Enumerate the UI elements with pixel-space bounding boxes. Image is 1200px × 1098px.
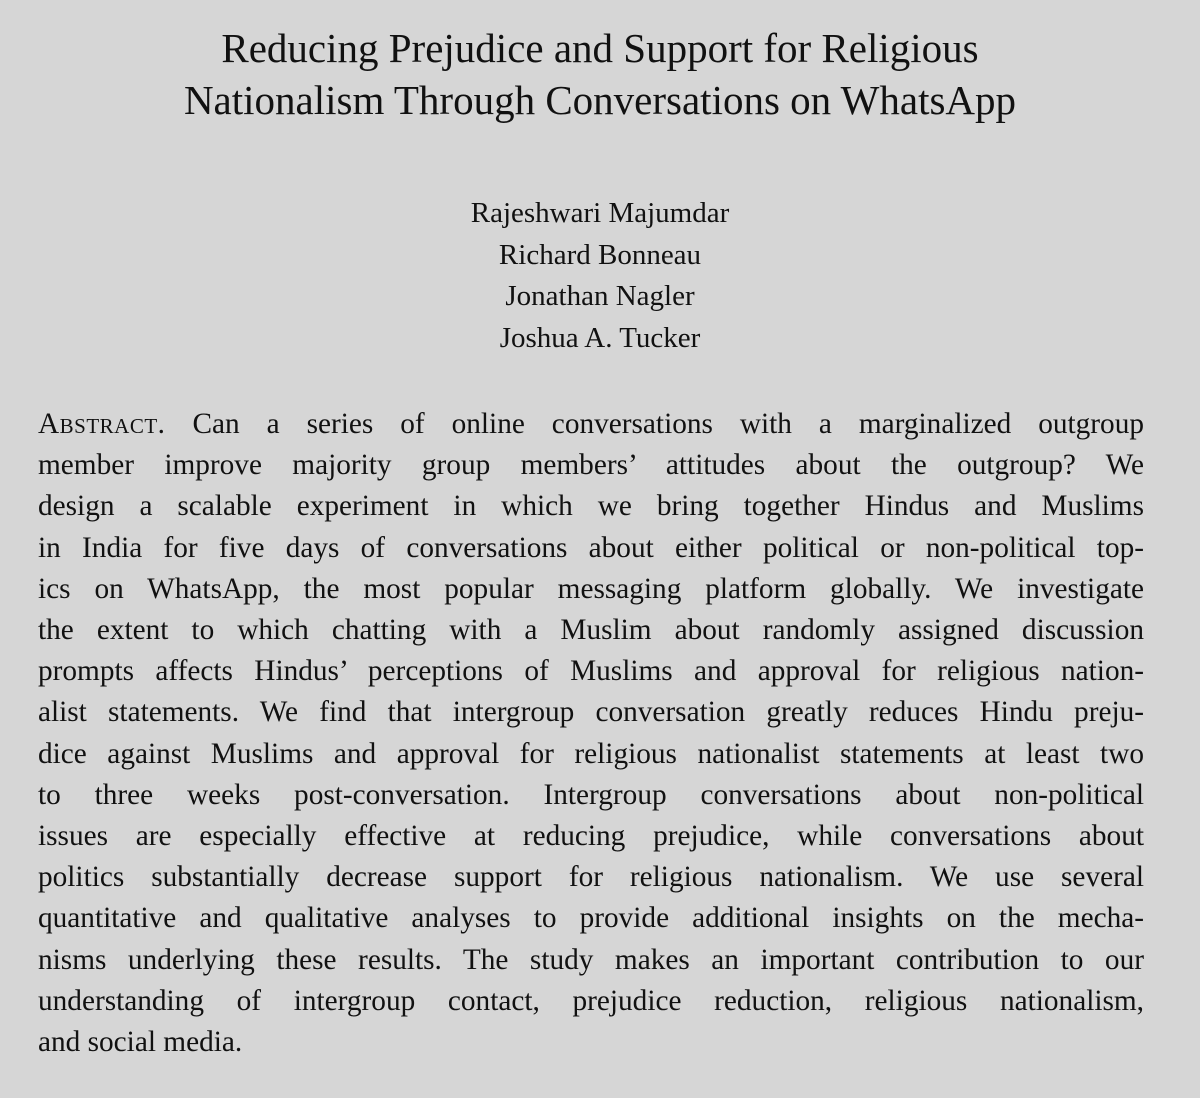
abstract-line: member improve majority group members’ attitudes about the outgroup? We [38,449,1144,482]
abstract-line: the extent to which chatting with a Muslim about randomly assigned discussion [38,614,1144,647]
abstract-line: quantitative and qualitative analyses to provide additional insights on the mecha- [38,902,1144,935]
abstract-line: to three weeks post-conversation. Intergroup conversations about non-political [38,778,1144,811]
abstract-line: nisms underlying these results. The study makes an important contribution to our [38,943,1144,976]
abstract-line: in India for five days of conversations about either political or non-political top- [38,531,1144,564]
abstract-line: dice against Muslims and approval for religious nationalist statements at least two [38,737,1144,770]
title-line: Nationalism Through Conversations on WhatsApp [183,77,1017,123]
abstract-line: politics substantially decrease support for religious nationalism. We use several [38,861,1144,894]
abstract-text: Can a series of online conversations with a marginalized outgroup [192,408,1145,440]
paper-title [0,22,1200,126]
abstract-line: alist statements. We find that intergroup conversation greatly reduces Hindu preju- [38,696,1144,729]
author-name: Jonathan Nagler [505,280,695,312]
abstract-label: Abstract. [38,408,166,440]
abstract [38,404,1144,1063]
abstract-line: ics on WhatsApp, the most popular messaging platform globally. We investigate [38,572,1144,605]
title-line: Reducing Prejudice and Support for Religious [221,25,979,71]
abstract-line [38,404,1144,445]
abstract-line: and social media. [38,1026,243,1059]
abstract-line: design a scalable experiment in which we bring together Hindus and Muslims [38,490,1144,523]
abstract-line: understanding of intergroup contact, prejudice reduction, religious nationalism, [38,984,1144,1017]
author-name: Richard Bonneau [498,238,702,271]
abstract-line: issues are especially effective at reducing prejudice, while conversations about [38,820,1144,853]
author-list [0,193,1200,359]
author-name: Joshua A. Tucker [499,321,701,354]
abstract-line: prompts affects Hindus’ perceptions of Muslims and approval for religious nation- [38,655,1144,688]
author-name: Rajeshwari Majumdar [470,197,730,229]
